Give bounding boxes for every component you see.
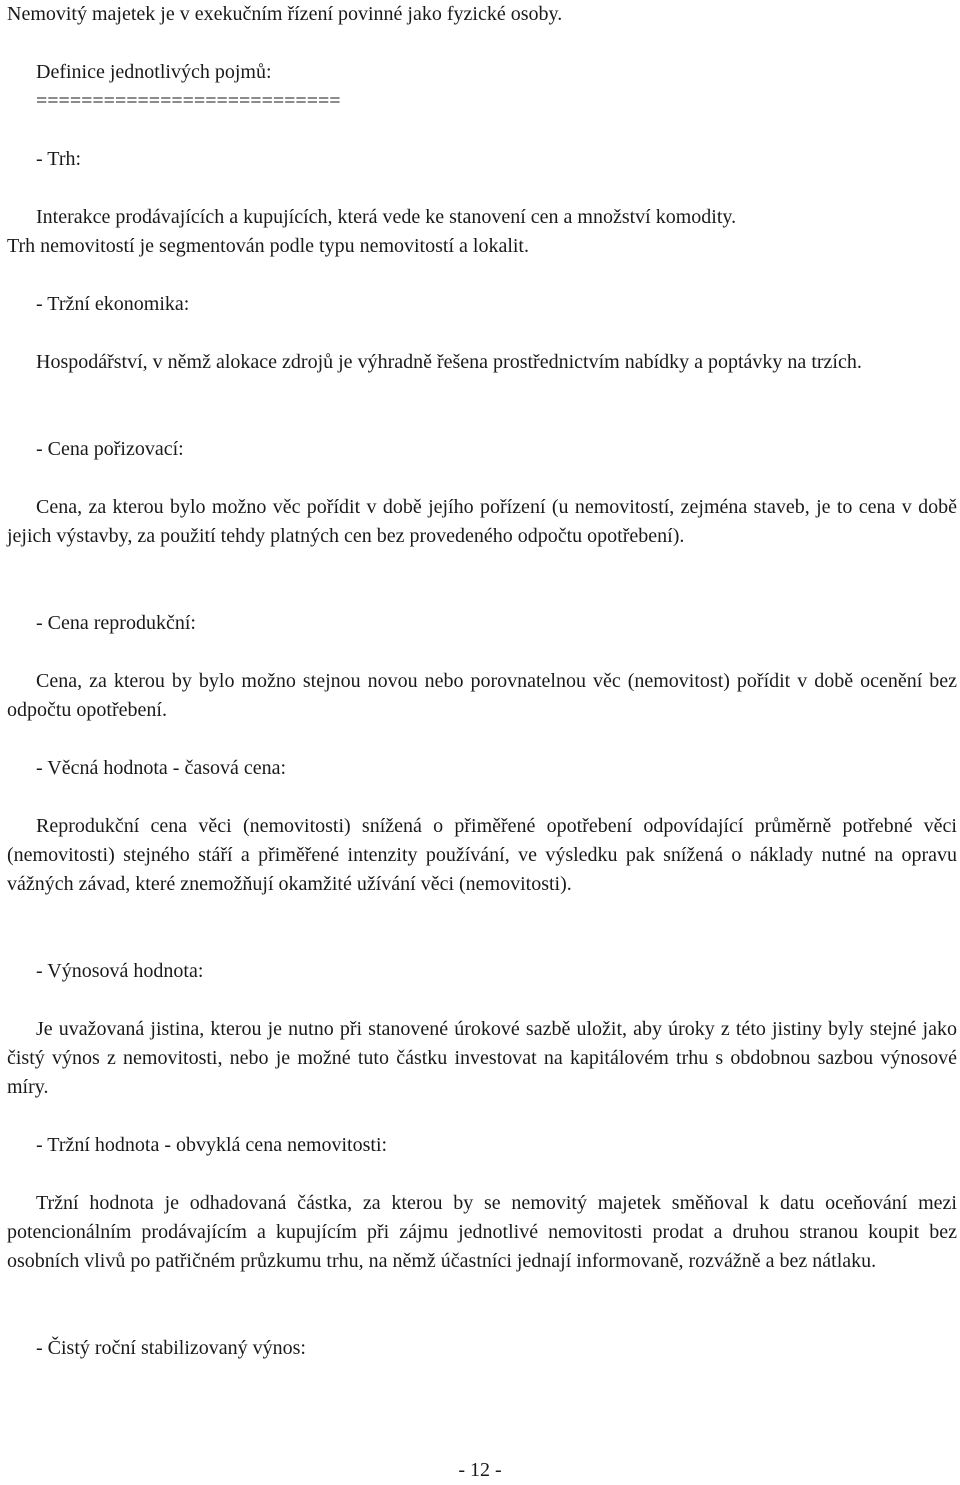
intro-line: Nemovitý majetek je v exekučním řízení povinné jako fyzické osoby. [7,3,563,25]
section-body-trzni-ekonomika: Hospodářství, v němž alokace zdrojů je výhradně řešena prostřednictvím nabídky a poptávky na trzích. [36,351,862,373]
definitions-rule: =========================== [36,90,341,112]
section-heading-trzni-ekonomika: - Tržní ekonomika: [36,293,190,315]
definitions-heading: Definice jednotlivých pojmů: [36,61,272,83]
section-heading-trh: - Trh: [36,148,82,170]
section-heading-cisty-rocni-vynos: - Čistý roční stabilizovaný výnos: [36,1337,306,1359]
section-heading-cena-porizovaci: - Cena pořizovací: [36,438,184,460]
page-number: - 12 - [458,1459,502,1481]
section-body-cena-reprodukcni: Cena, za kterou by bylo možno stejnou novou nebo porovnatelnou věc (nemovitost) pořídit v době ocenění bez odpočtu opotřebení. [7,670,957,721]
section-body-cena-porizovaci: Cena, za kterou bylo možno věc pořídit v době jejího pořízení (u nemovitostí, zejména staveb, je to cena v době jejich výstavby, za použití tehdy platných cen bez provedeného odpočtu opotřebení). [7,496,957,547]
section-body-vynosova-hodnota: Je uvažovaná jistina, kterou je nutno při stanovené úrokové sazbě uložit, aby úroky z této jistiny byly stejné jako čistý výnos z nemovitosti, nebo je možné tuto částku investovat na kapitálovém trhu s obdobnou sazbou výnosové míry. [7,1018,957,1098]
section-body-vecna-hodnota: Reprodukční cena věci (nemovitosti) snížená o přiměřené opotřebení odpovídající průměrně potřebné věci (nemovitosti) stejného stáří a přiměřené intenzity používání, ve výsledku pak snížená o náklady nutné na opravu vážných závad, které znemožňují okamžité užívání věci (nemovitosti). [7,815,957,895]
section-body-trh-line-1: Interakce prodávajících a kupujících, která vede ke stanovení cen a množství komodity. [36,206,737,228]
section-heading-cena-reprodukcni: - Cena reprodukční: [36,612,196,634]
section-body-trh-line-2: Trh nemovitostí je segmentován podle typu nemovitostí a lokalit. [7,235,529,257]
section-heading-vynosova-hodnota: - Výnosová hodnota: [36,960,204,982]
section-heading-vecna-hodnota: - Věcná hodnota - časová cena: [36,757,287,779]
section-body-trzni-hodnota: Tržní hodnota je odhadovaná částka, za kterou by se nemovitý majetek směňoval k datu oceňování mezi potencionálním prodávajícím a kupujícím při zájmu jednotlivé nemovitosti prodat a druhou stranou koupit bez osobních vlivů po patřičném průzkumu trhu, na němž účastníci jednají informovaně, rozvážně a bez nátlaku. [7,1192,957,1272]
section-heading-trzni-hodnota: - Tržní hodnota - obvyklá cena nemovitosti: [36,1134,388,1156]
